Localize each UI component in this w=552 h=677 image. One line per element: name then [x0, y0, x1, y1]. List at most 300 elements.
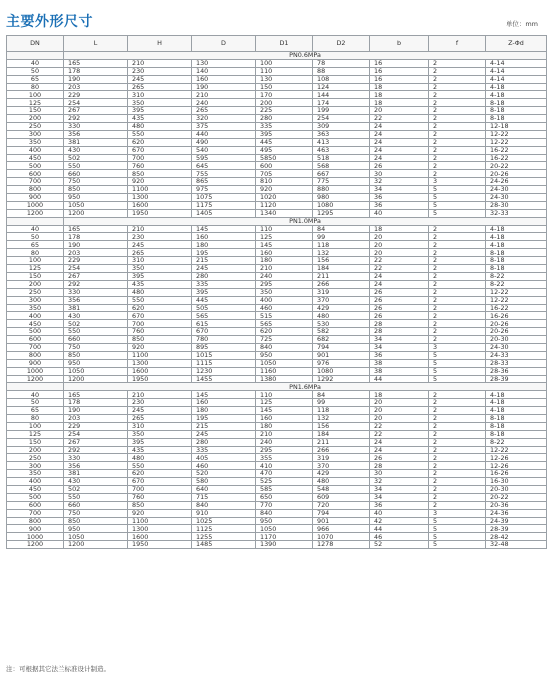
table-row [7, 414, 547, 422]
table-cell: 18 [370, 99, 429, 107]
table-cell: 400 [7, 312, 64, 320]
table-cell: 180 [192, 241, 256, 249]
table-row [7, 225, 547, 233]
table-cell: 800 [7, 186, 64, 194]
column-header: D1 [256, 36, 313, 52]
table-cell: 36 [370, 201, 429, 209]
column-header: Z-Φd [486, 36, 547, 52]
table-cell: 620 [128, 470, 192, 478]
table-cell: 245 [128, 407, 192, 415]
table-row [7, 170, 547, 178]
table-cell: 725 [256, 336, 313, 344]
table-cell: 280 [192, 438, 256, 446]
table-cell: 8-18 [486, 422, 547, 430]
table-cell: 240 [256, 438, 313, 446]
table-cell: 395 [128, 107, 192, 115]
table-cell: 1000 [7, 533, 64, 541]
table-cell: 20-26 [486, 328, 547, 336]
table-row [7, 178, 547, 186]
table-cell: 1292 [313, 375, 370, 383]
table-cell: 200 [7, 446, 64, 454]
table-cell: 310 [128, 422, 192, 430]
table-cell: 4-18 [486, 407, 547, 415]
table-cell: 118 [313, 407, 370, 415]
table-row [7, 67, 547, 75]
table-cell: 1020 [256, 194, 313, 202]
table-cell: 395 [256, 130, 313, 138]
table-cell: 370 [313, 462, 370, 470]
table-cell: 36 [370, 194, 429, 202]
table-cell: 1278 [313, 541, 370, 549]
table-cell: 165 [64, 391, 128, 399]
table-cell: 20 [370, 407, 429, 415]
table-cell: 480 [128, 288, 192, 296]
table-cell: 100 [7, 422, 64, 430]
table-cell: 16-26 [486, 470, 547, 478]
table-cell: 210 [128, 225, 192, 233]
table-cell: 2 [429, 391, 486, 399]
table-cell: 24 [370, 123, 429, 131]
section-blank-cell [7, 52, 64, 60]
table-cell: 4-18 [486, 399, 547, 407]
table-cell: 145 [192, 225, 256, 233]
table-cell: 8-18 [486, 265, 547, 273]
table-cell: 500 [7, 493, 64, 501]
table-row [7, 493, 547, 501]
table-cell: 700 [128, 320, 192, 328]
table-row [7, 91, 547, 99]
table-cell: 80 [7, 249, 64, 257]
table-cell: 4-14 [486, 75, 547, 83]
table-cell: 700 [7, 509, 64, 517]
unit-label: 单位：mm [505, 20, 538, 28]
table-cell: 145 [192, 391, 256, 399]
table-cell: 265 [192, 107, 256, 115]
table-cell: 199 [313, 107, 370, 115]
table-cell: 250 [7, 454, 64, 462]
table-cell: 582 [313, 328, 370, 336]
table-cell: 16-26 [486, 312, 547, 320]
table-cell: 760 [128, 162, 192, 170]
table-cell: 16-22 [486, 304, 547, 312]
table-cell: 565 [256, 320, 313, 328]
table-cell: 18 [370, 225, 429, 233]
table-cell: 2 [429, 91, 486, 99]
table-row [7, 478, 547, 486]
table-cell: 900 [7, 525, 64, 533]
table-cell: 350 [128, 99, 192, 107]
table-cell: 210 [128, 391, 192, 399]
table-cell: 130 [192, 59, 256, 67]
table-cell: 2 [429, 154, 486, 162]
table-cell: 40 [7, 225, 64, 233]
table-cell: 32-48 [486, 541, 547, 549]
table-cell: 145 [256, 407, 313, 415]
table-cell: 52 [370, 541, 429, 549]
table-cell: 1255 [192, 533, 256, 541]
table-row [7, 138, 547, 146]
table-cell: 190 [64, 407, 128, 415]
table-cell: 150 [7, 272, 64, 280]
table-cell: 2 [429, 59, 486, 67]
table-cell: 28 [370, 328, 429, 336]
table-row [7, 367, 547, 375]
table-cell: 22 [370, 257, 429, 265]
table-row [7, 509, 547, 517]
column-header: D2 [313, 36, 370, 52]
table-cell: 254 [64, 430, 128, 438]
table-cell: 190 [64, 241, 128, 249]
table-cell: 966 [313, 525, 370, 533]
table-cell: 2 [429, 265, 486, 273]
table-row [7, 304, 547, 312]
table-cell: 4-18 [486, 83, 547, 91]
table-cell: 265 [128, 83, 192, 91]
table-cell: 470 [256, 470, 313, 478]
table-cell: 12-22 [486, 288, 547, 296]
table-cell: 1080 [313, 201, 370, 209]
table-cell: 715 [192, 493, 256, 501]
table-cell: 5 [429, 194, 486, 202]
table-cell: 600 [7, 170, 64, 178]
table-cell: 18 [370, 391, 429, 399]
table-cell: 50 [7, 67, 64, 75]
table-body [7, 52, 547, 549]
table-cell: 667 [313, 170, 370, 178]
table-cell: 8-22 [486, 272, 547, 280]
table-cell: 950 [256, 351, 313, 359]
table-cell: 2 [429, 478, 486, 486]
table-cell: 840 [256, 343, 313, 351]
table-cell: 2 [429, 470, 486, 478]
table-cell: 20 [370, 399, 429, 407]
table-cell: 2 [429, 399, 486, 407]
table-cell: 1075 [192, 194, 256, 202]
table-cell: 2 [429, 123, 486, 131]
table-cell: 5 [429, 375, 486, 383]
table-cell: 254 [64, 265, 128, 273]
table-cell: 20-26 [486, 320, 547, 328]
table-cell: 440 [192, 130, 256, 138]
table-cell: 620 [256, 328, 313, 336]
column-header: L [64, 36, 128, 52]
table-cell: 645 [192, 162, 256, 170]
table-cell: 3 [429, 178, 486, 186]
table-cell: 150 [7, 438, 64, 446]
table-cell: 901 [313, 351, 370, 359]
table-cell: 2 [429, 462, 486, 470]
column-header: D [192, 36, 256, 52]
table-cell: 229 [64, 91, 128, 99]
table-cell: 230 [128, 67, 192, 75]
table-cell: 330 [64, 123, 128, 131]
table-cell: 132 [313, 414, 370, 422]
table-row [7, 422, 547, 430]
header-row [7, 36, 547, 52]
table-cell: 2 [429, 438, 486, 446]
table-cell: 125 [7, 265, 64, 273]
table-cell: 1485 [192, 541, 256, 549]
table-cell: 410 [256, 462, 313, 470]
table-cell: 2 [429, 130, 486, 138]
table-cell: 705 [256, 170, 313, 178]
table-cell: 865 [192, 178, 256, 186]
table-row [7, 146, 547, 154]
table-cell: 585 [256, 485, 313, 493]
table-cell: 2 [429, 422, 486, 430]
section-row [7, 217, 547, 225]
table-cell: 178 [64, 399, 128, 407]
table-cell: 99 [313, 399, 370, 407]
table-cell: 1100 [128, 517, 192, 525]
table-cell: 295 [256, 446, 313, 454]
table-cell: 400 [256, 296, 313, 304]
table-cell: 165 [64, 59, 128, 67]
table-cell: 502 [64, 154, 128, 162]
table-cell: 650 [256, 493, 313, 501]
table-row [7, 107, 547, 115]
table-cell: 28-30 [486, 201, 547, 209]
table-cell: 8-18 [486, 257, 547, 265]
table-cell: 26 [370, 304, 429, 312]
section-row [7, 383, 547, 391]
table-cell: 920 [256, 186, 313, 194]
table-cell: 8-18 [486, 115, 547, 123]
table-row [7, 533, 547, 541]
table-cell: 2 [429, 288, 486, 296]
table-cell: 40 [370, 209, 429, 217]
table-cell: 2 [429, 115, 486, 123]
table-cell: 620 [128, 304, 192, 312]
table-row [7, 438, 547, 446]
table-cell: 24 [370, 280, 429, 288]
table-cell: 8-22 [486, 280, 547, 288]
table-cell: 40 [370, 509, 429, 517]
table-cell: 18 [370, 83, 429, 91]
table-row [7, 343, 547, 351]
table-cell: 156 [313, 422, 370, 430]
table-cell: 1200 [7, 209, 64, 217]
table-cell: 1100 [128, 186, 192, 194]
table-cell: 700 [7, 343, 64, 351]
table-cell: 24-36 [486, 509, 547, 517]
table-cell: 500 [7, 328, 64, 336]
table-cell: 1200 [7, 541, 64, 549]
table-cell: 1600 [128, 367, 192, 375]
table-cell: 2 [429, 241, 486, 249]
table-cell: 850 [64, 517, 128, 525]
table-cell: 200 [256, 99, 313, 107]
table-cell: 445 [256, 138, 313, 146]
table-cell: 125 [7, 430, 64, 438]
table-row [7, 249, 547, 257]
table-cell: 215 [192, 422, 256, 430]
table-cell: 160 [256, 249, 313, 257]
table-cell: 600 [7, 501, 64, 509]
table-cell: 1390 [256, 541, 313, 549]
table-cell: 502 [64, 320, 128, 328]
table-row [7, 485, 547, 493]
table-row [7, 359, 547, 367]
table-cell: 750 [64, 343, 128, 351]
table-cell: 435 [128, 446, 192, 454]
table-cell: 36 [370, 501, 429, 509]
table-cell: 5850 [256, 154, 313, 162]
table-cell: 178 [64, 233, 128, 241]
table-row [7, 399, 547, 407]
table-cell: 16 [370, 67, 429, 75]
table-cell: 245 [192, 430, 256, 438]
table-cell: 950 [256, 517, 313, 525]
table-cell: 165 [64, 225, 128, 233]
table-cell: 2 [429, 272, 486, 280]
table-cell: 356 [64, 130, 128, 138]
table-row [7, 115, 547, 123]
table-cell: 211 [313, 272, 370, 280]
table-row [7, 186, 547, 194]
table-cell: 310 [128, 257, 192, 265]
table-cell: 245 [128, 75, 192, 83]
table-row [7, 391, 547, 399]
table-cell: 500 [7, 162, 64, 170]
section-label: PN1.6MPa [64, 383, 547, 391]
table-cell: 20-22 [486, 493, 547, 501]
table-cell: 8-18 [486, 414, 547, 422]
table-cell: 118 [313, 241, 370, 249]
table-cell: 910 [192, 509, 256, 517]
table-row [7, 75, 547, 83]
table-row [7, 470, 547, 478]
table-cell: 1300 [128, 194, 192, 202]
table-cell: 184 [313, 265, 370, 273]
table-cell: 292 [64, 280, 128, 288]
table-row [7, 462, 547, 470]
table-cell: 195 [192, 414, 256, 422]
table-cell: 335 [256, 123, 313, 131]
table-row [7, 328, 547, 336]
table-cell: 550 [64, 493, 128, 501]
table-cell: 42 [370, 517, 429, 525]
table-cell: 211 [313, 438, 370, 446]
table-cell: 355 [256, 454, 313, 462]
table-cell: 5 [429, 359, 486, 367]
table-cell: 1200 [7, 375, 64, 383]
table-cell: 600 [256, 162, 313, 170]
table-cell: 34 [370, 485, 429, 493]
table-cell: 4-14 [486, 59, 547, 67]
table-cell: 5 [429, 186, 486, 194]
table-cell: 292 [64, 446, 128, 454]
table-cell: 445 [192, 296, 256, 304]
table-cell: 350 [128, 430, 192, 438]
table-cell: 203 [64, 83, 128, 91]
table-cell: 770 [256, 501, 313, 509]
table-cell: 28-39 [486, 375, 547, 383]
table-cell: 2 [429, 146, 486, 154]
table-cell: 755 [192, 170, 256, 178]
table-cell: 210 [256, 265, 313, 273]
table-cell: 670 [128, 146, 192, 154]
table-cell: 1340 [256, 209, 313, 217]
table-cell: 1000 [7, 201, 64, 209]
table-cell: 100 [256, 59, 313, 67]
table-cell: 132 [313, 249, 370, 257]
table-cell: 24 [370, 272, 429, 280]
table-cell: 300 [7, 130, 64, 138]
table-cell: 1950 [128, 209, 192, 217]
section-row [7, 52, 547, 60]
table-cell: 430 [64, 478, 128, 486]
table-row [7, 241, 547, 249]
table-cell: 26 [370, 296, 429, 304]
table-cell: 30 [370, 470, 429, 478]
table-cell: 413 [313, 138, 370, 146]
table-row [7, 407, 547, 415]
table-cell: 32 [370, 478, 429, 486]
table-cell: 125 [256, 233, 313, 241]
table-cell: 1200 [64, 209, 128, 217]
table-cell: 88 [313, 67, 370, 75]
table-cell: 319 [313, 288, 370, 296]
table-cell: 2 [429, 485, 486, 493]
table-cell: 125 [7, 99, 64, 107]
table-cell: 8-18 [486, 249, 547, 257]
table-cell: 210 [256, 430, 313, 438]
table-cell: 381 [64, 138, 128, 146]
table-cell: 335 [192, 280, 256, 288]
table-cell: 568 [313, 162, 370, 170]
table-cell: 463 [313, 146, 370, 154]
table-cell: 381 [64, 304, 128, 312]
table-cell: 203 [64, 414, 128, 422]
table-cell: 660 [64, 336, 128, 344]
table-cell: 370 [313, 296, 370, 304]
table-cell: 3 [429, 509, 486, 517]
table-cell: 1230 [192, 367, 256, 375]
table-cell: 450 [7, 154, 64, 162]
table-cell: 1100 [128, 351, 192, 359]
table-cell: 2 [429, 454, 486, 462]
table-cell: 850 [128, 170, 192, 178]
table-cell: 65 [7, 75, 64, 83]
table-cell: 400 [7, 478, 64, 486]
table-cell: 780 [192, 336, 256, 344]
table-cell: 895 [192, 343, 256, 351]
table-cell: 1120 [256, 201, 313, 209]
table-cell: 16 [370, 59, 429, 67]
table-cell: 490 [192, 138, 256, 146]
table-cell: 20 [370, 233, 429, 241]
table-cell: 1015 [192, 351, 256, 359]
table-cell: 480 [313, 312, 370, 320]
table-cell: 1050 [256, 359, 313, 367]
table-cell: 184 [313, 430, 370, 438]
table-cell: 450 [7, 485, 64, 493]
table-cell: 65 [7, 407, 64, 415]
table-cell: 330 [64, 454, 128, 462]
table-cell: 12-26 [486, 454, 547, 462]
table-cell: 356 [64, 296, 128, 304]
table-cell: 840 [192, 501, 256, 509]
table-cell: 850 [64, 351, 128, 359]
table-cell: 8-18 [486, 107, 547, 115]
table-cell: 950 [64, 525, 128, 533]
table-cell: 518 [313, 154, 370, 162]
table-cell: 750 [64, 509, 128, 517]
table-cell: 502 [64, 485, 128, 493]
table-cell: 295 [256, 280, 313, 288]
table-cell: 450 [7, 320, 64, 328]
